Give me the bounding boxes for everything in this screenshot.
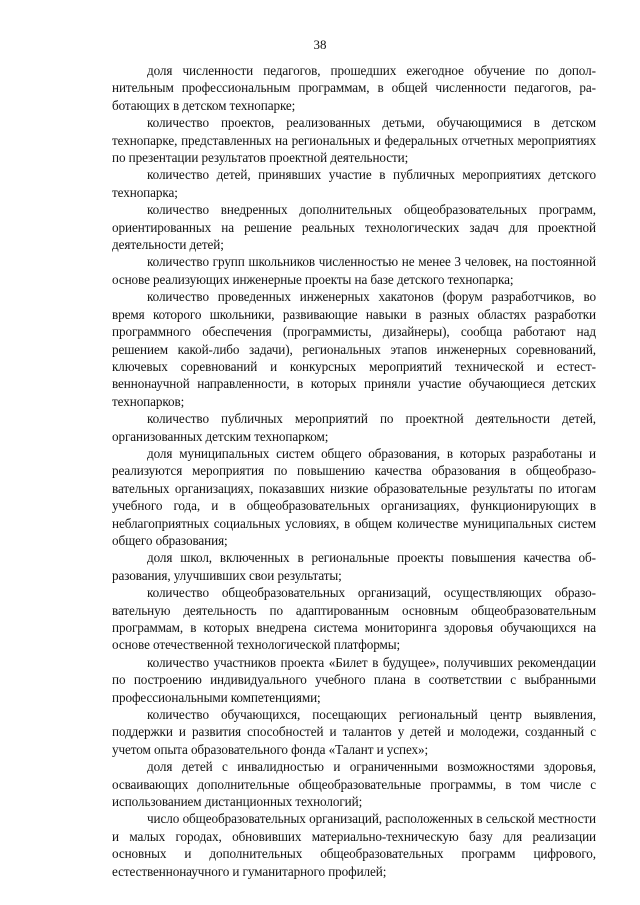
paragraph: количество групп школьников численностью не менее 3 человек, на постоянной основе реализующих инженерные проекты на базе детского технопарка; xyxy=(112,254,596,287)
paragraph: количество обучающихся, посещающих региональный центр выявления, поддержки и развития способностей и талантов у детей и молодежи, созданный с учетом опыта образовательного фонда «Талант и успех»; xyxy=(112,707,596,757)
paragraph: количество общеобразовательных организаций, осуществляющих образовательную деятельность по адаптированным основным общеобразовательным программам, в которых внедрена система мониторинга здоровья обучающихся на основе отечественной технологической платформы; xyxy=(112,585,596,653)
paragraph: доля муниципальных систем общего образования, в которых разработаны и реализуются мероприятия по повышению качества образования в общеобразовательных организациях, показавших низкие образовательные результаты по итогам учебного года, и в общеобразовательных организациях, функционирующих в неблагоприятных социальных условиях, в общем количестве муниципальных систем общего образования; xyxy=(112,445,596,548)
paragraph: количество внедренных дополнительных общеобразовательных программ, ориентированных на решение реальных технологических задач для проектной деятельности детей; xyxy=(112,202,596,253)
paragraph: количество проектов, реализованных детьми, обучающимися в детском технопарке, представленных на региональных и федеральных отчетных мероприятиях по презентации результатов проектной деятельности; xyxy=(112,115,596,166)
paragraph: количество проведенных инженерных хакатонов (форум разработчиков, во время которого школьники, развивающие навыки в разных областях разработки программного обеспечения (программисты, дизайнеры), сообща работают над решением какой-либо задачи), региональных этапов инженерных соревнований, ключевых соревнований и конкурсных мероприятий технической и естественнонаучной направленности, в которых приняли участие обучающиеся детских технопарков; xyxy=(112,289,596,409)
paragraph: доля детей с инвалидностью и ограниченными возможностями здоровья, осваивающих дополнительные общеобразовательные программы, в том числе с использованием дистанционных технологий; xyxy=(112,759,596,810)
paragraph: количество участников проекта «Билет в будущее», получивших рекомендации по построению индивидуального учебного плана в соответствии с выбранными профессиональными компетенциями; xyxy=(112,654,596,705)
paragraph: количество детей, принявших участие в публичных мероприятиях детского технопарка; xyxy=(112,167,596,200)
paragraph: число общеобразовательных организаций, расположенных в сельской местности и малых городах, обновивших материально-техническую базу для реализации основных и дополнительных общеобразовательных программ цифрового, естественнонаучного и гуманитарного профилей; xyxy=(112,811,596,879)
document-body xyxy=(112,62,596,880)
paragraph: доля численности педагогов, прошедших ежегодное обучение по дополнительным профессиональным программам, в общей численности педагогов, работающих в детском технопарке; xyxy=(112,63,596,113)
paragraph: доля школ, включенных в региональные проекты повышения качества образования, улучшивших свои результаты; xyxy=(112,550,596,583)
paragraph: количество публичных мероприятий по проектной деятельности детей, организованных детским технопарком; xyxy=(112,411,596,444)
page-number: 38 xyxy=(313,37,327,52)
